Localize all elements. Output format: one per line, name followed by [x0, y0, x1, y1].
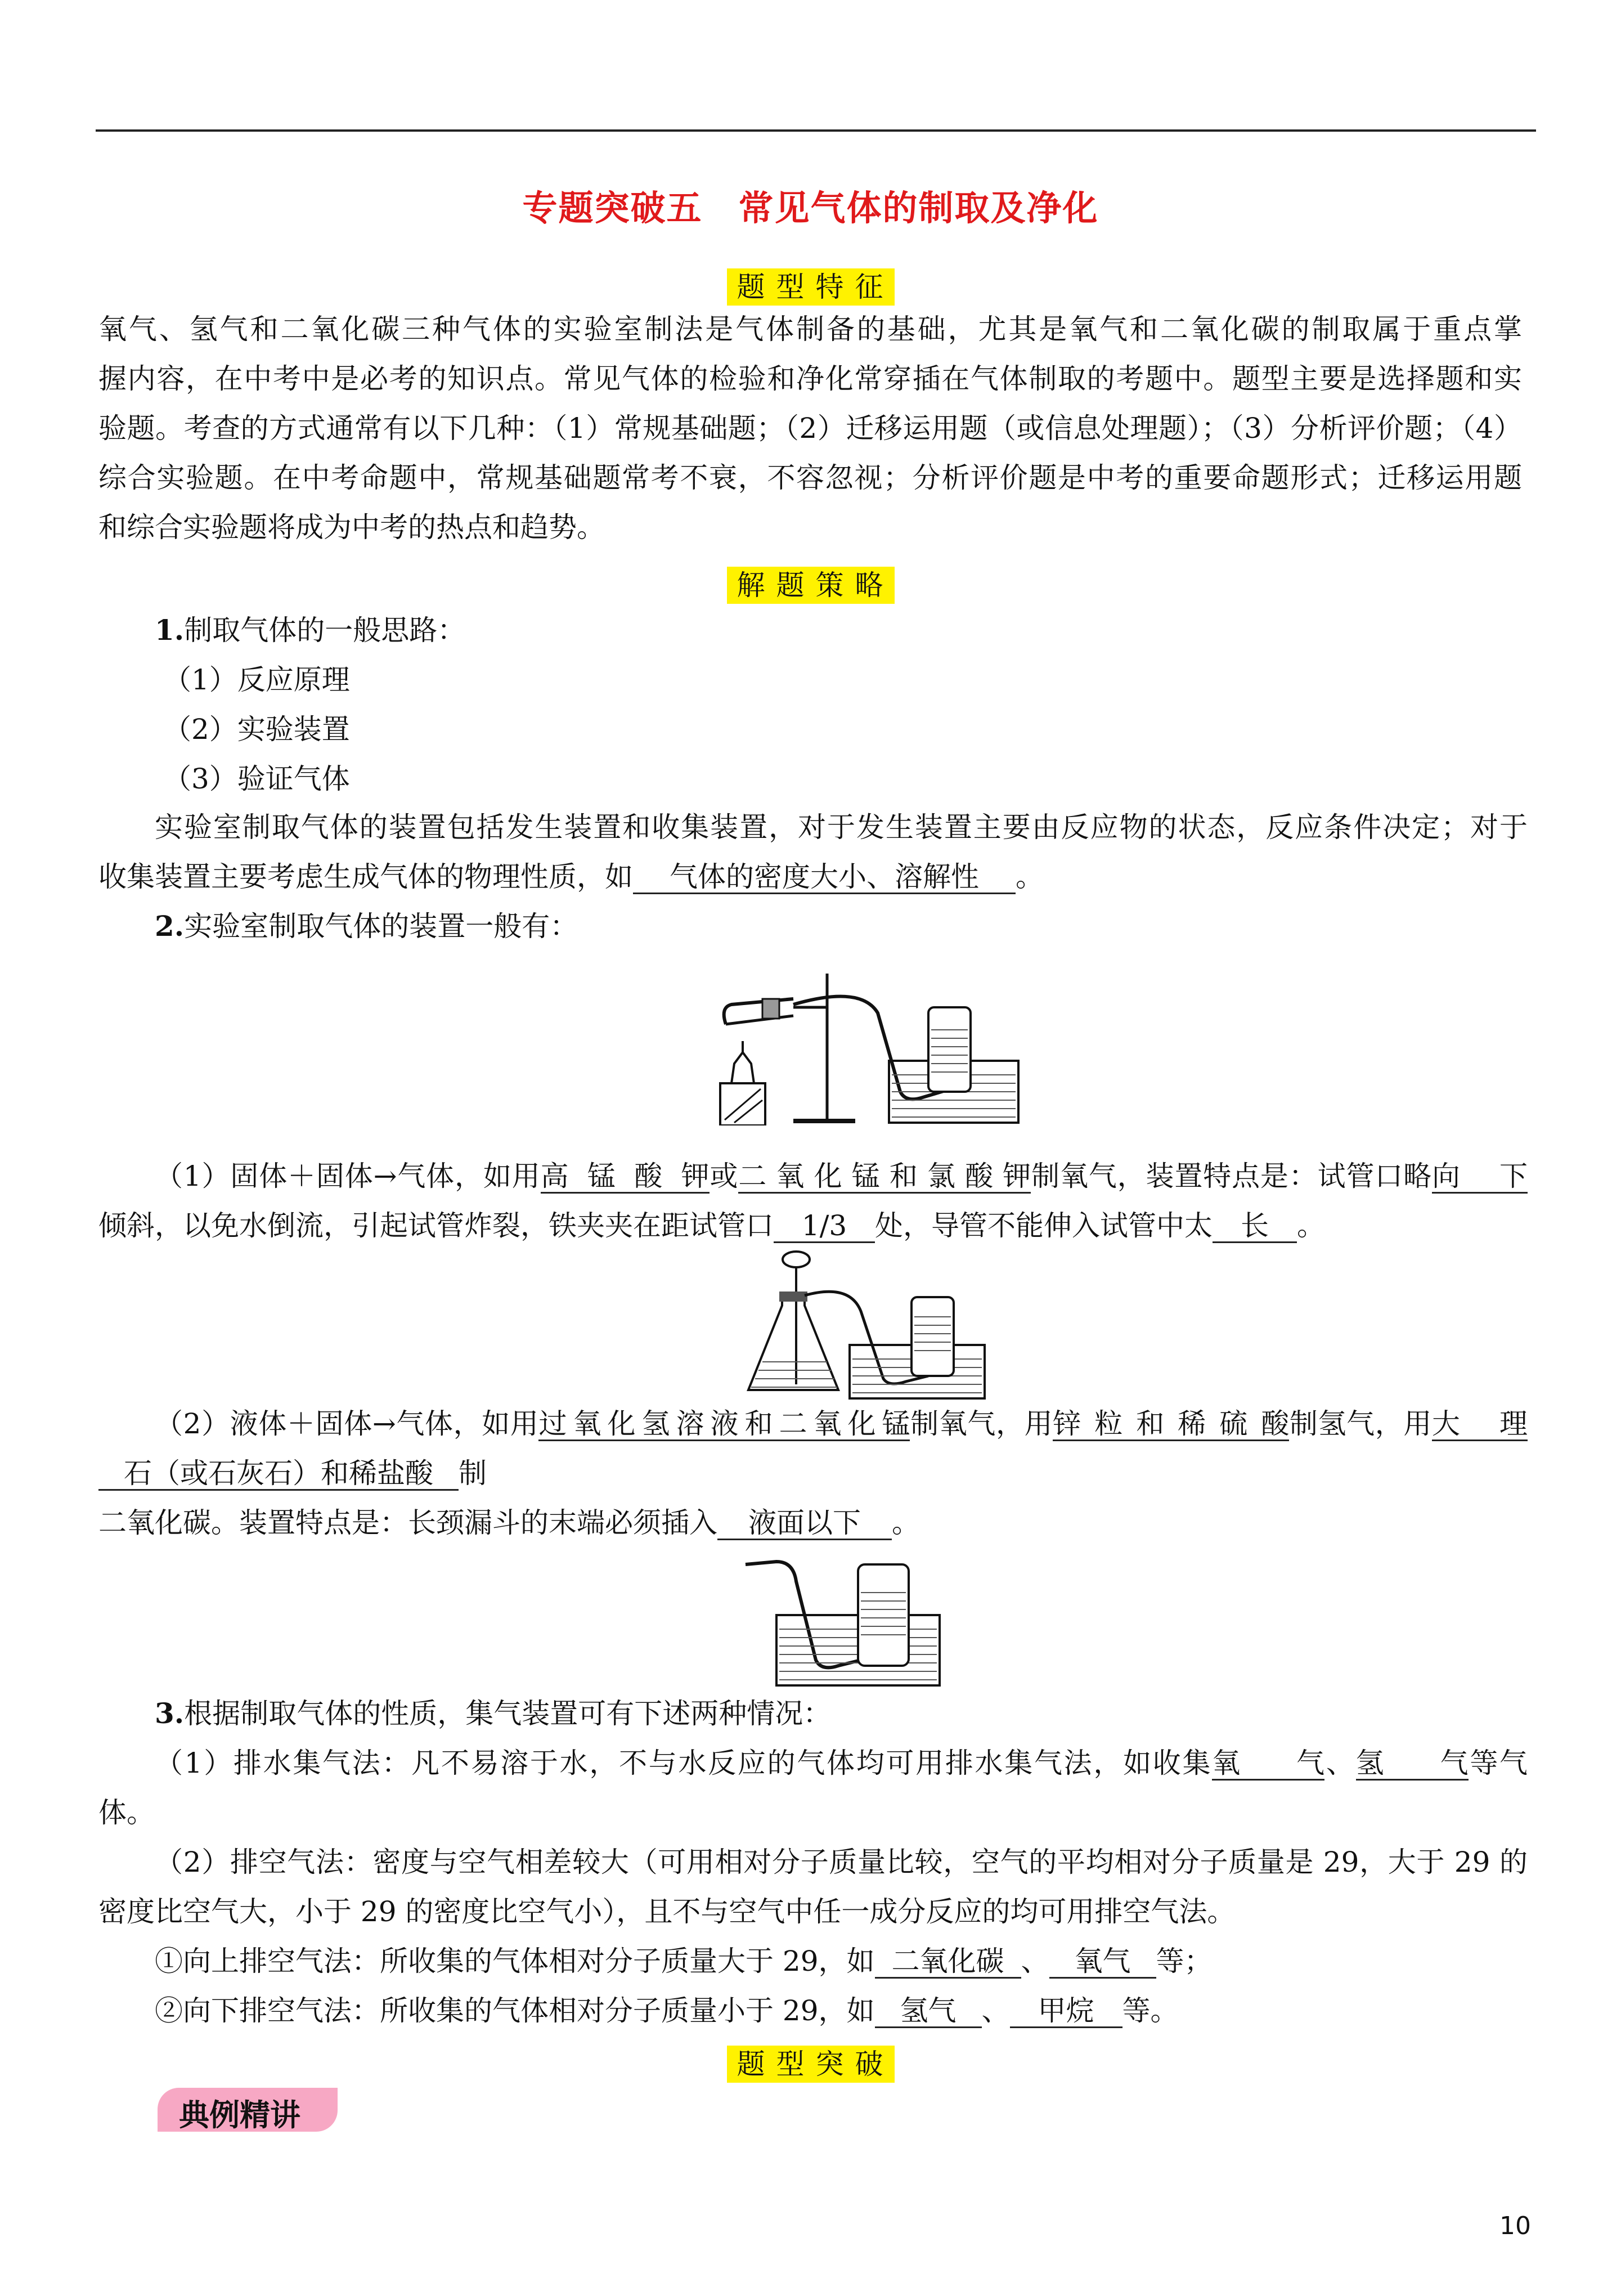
point-3-b-line: 密度比空气大，小于 29 的密度比空气小），且不与空气中任一成分反应的均可用排空气法。 — [98, 1895, 1236, 1928]
answer-blank: 向下 — [1432, 1160, 1528, 1192]
point-2-heading: 2.实验室制取气体的装置一般有： — [155, 909, 578, 943]
intro-line: 综合实验题。在中考命题中，常规基础题常考不衰，不容忽视；分析评价题是中考的重要命题形式；迁移运用题 — [98, 461, 1522, 494]
point-2-a-line: （1）固体＋固体→气体，如用高锰酸钾或二氧化锰和氯酸钾制氧气，装置特点是：试管口略向下 — [155, 1160, 1528, 1192]
point-3-heading: 3.根据制取气体的性质，集气装置可有下述两种情况： — [155, 1697, 832, 1730]
point-3-a-line: （1）排水集气法：凡不易溶于水，不与水反应的气体均可用排水集气法，如收集氧气、氢气等气 — [155, 1747, 1528, 1779]
page-number: 10 — [1499, 2212, 1531, 2240]
water-collection-diagram — [743, 1553, 945, 1688]
point-1-item: （3）验证气体 — [163, 763, 350, 795]
point-1-body: 收集装置主要考虑生成气体的物理性质，如 气体的密度大小、溶解性 。 — [98, 860, 1044, 893]
header-rule — [96, 129, 1536, 132]
answer-blank: 氧气 — [1212, 1747, 1325, 1779]
example-badge: 典例精讲 — [158, 2088, 338, 2132]
point-1-heading: 1.制取气体的一般思路： — [155, 613, 466, 647]
section-heading-strategy: 解题策略 — [0, 563, 1621, 603]
point-1-item: （2）实验装置 — [163, 713, 350, 746]
point-3-c-line: ①向上排空气法：所收集的气体相对分子质量大于 29，如 二氧化碳 、 氧气 等； — [155, 1945, 1213, 1977]
point-1-item: （1）反应原理 — [163, 663, 350, 696]
section-heading-features: 题型特征 — [0, 264, 1621, 305]
point-2-b-line: 石（或石灰石）和稀盐酸 制 — [98, 1456, 487, 1491]
point-3-d-line: ②向下排空气法：所收集的气体相对分子质量小于 29，如 氢气 、 甲烷 等。 — [155, 1994, 1179, 2027]
answer-blank: 1/3 — [774, 1210, 875, 1243]
point-2-b-line: 二氧化碳。装置特点是：长颈漏斗的末端必须插入 液面以下 。 — [98, 1506, 920, 1539]
answer-blank: 锌粒和稀硫酸 — [1053, 1407, 1290, 1440]
answer-blank: 甲烷 — [1010, 1995, 1122, 2028]
answer-blank: 氧气 — [1049, 1945, 1156, 1979]
answer-blank: 二氧化碳 — [875, 1945, 1021, 1979]
point-2-a-line: 倾斜，以免水倒流，引起试管炸裂，铁夹夹在距试管口 1/3 处，导管不能伸入试管中太 长 。 — [98, 1209, 1325, 1242]
answer-blank: 气体的密度大小、溶解性 — [633, 861, 1016, 894]
answer-blank: 石（或石灰石）和稀盐酸 — [98, 1458, 459, 1491]
answer-blank: 液面以下 — [717, 1507, 892, 1540]
answer-blank: 大理 — [1432, 1407, 1528, 1440]
point-1-body: 实验室制取气体的装置包括发生装置和收集装置，对于发生装置主要由反应物的状态，反应条件决定；对于 — [155, 811, 1528, 844]
answer-blank: 氢气 — [1355, 1747, 1469, 1779]
answer-blank: 长 — [1213, 1210, 1297, 1243]
point-3-b-line: （2）排空气法：密度与空气相差较大（可用相对分子质量比较，空气的平均相对分子质量是 29，大于 29 的 — [155, 1846, 1528, 1878]
answer-blank: 过氧化氢溶液和二氧化锰 — [538, 1407, 910, 1440]
intro-line: 握内容，在中考中是必考的知识点。常见气体的检验和净化常穿插在气体制取的考题中。题型主要是选择题和实 — [98, 362, 1522, 395]
liquid-solid-apparatus-diagram — [743, 1249, 990, 1401]
answer-blank: 高锰酸钾 — [540, 1160, 710, 1192]
solid-heating-apparatus-diagram — [709, 968, 1024, 1125]
section-heading-breakthrough: 题型突破 — [0, 2042, 1621, 2082]
page-title: 专题突破五 常见气体的制取及净化 — [522, 187, 1099, 228]
answer-blank: 氢气 — [875, 1995, 982, 2028]
answer-blank: 二氧化锰和氯酸钾 — [738, 1160, 1031, 1192]
intro-line: 氧气、氢气和二氧化碳三种气体的实验室制法是气体制备的基础，尤其是氧气和二氧化碳的制取属于重点掌 — [98, 313, 1522, 346]
point-2-b-line: （2）液体＋固体→气体，如用过氧化氢溶液和二氧化锰制氧气，用锌粒和稀硫酸制氢气，用大理 — [155, 1407, 1528, 1440]
intro-line: 和综合实验题将成为中考的热点和趋势。 — [98, 511, 605, 544]
point-3-a-line: 体。 — [98, 1796, 155, 1829]
intro-line: 验题。考查的方式通常有以下几种：（1）常规基础题；（2）迁移运用题（或信息处理题）；（3）分析评价题；（4） — [98, 412, 1522, 445]
